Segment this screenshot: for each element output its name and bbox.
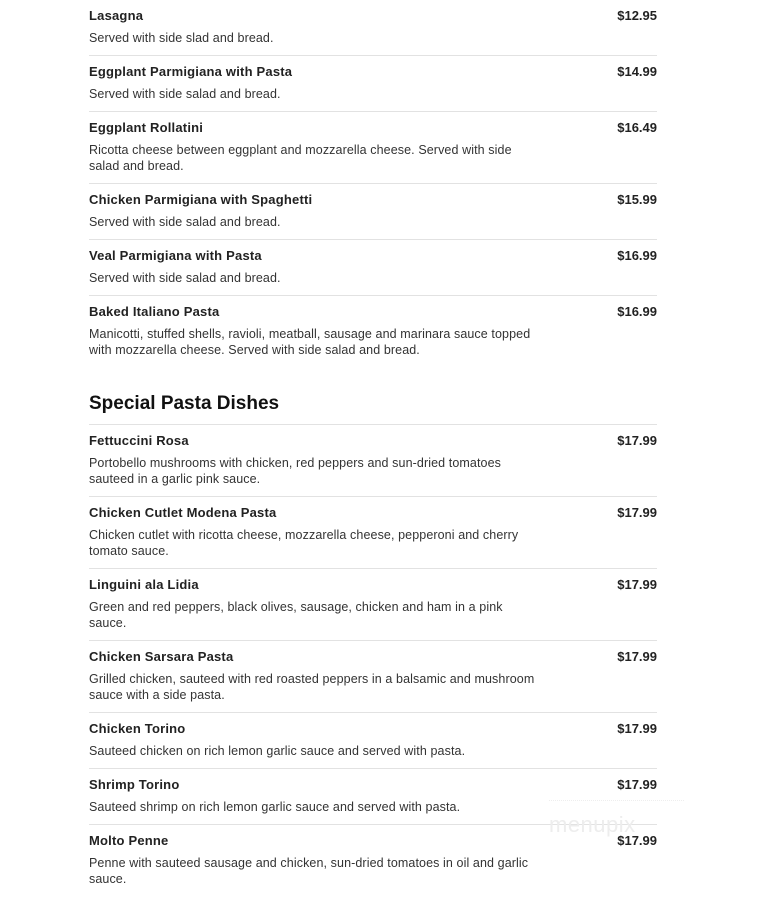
item-name: Lasagna bbox=[89, 8, 144, 23]
menu-item bbox=[89, 184, 657, 240]
item-price: $17.99 bbox=[617, 777, 657, 792]
item-name: Chicken Torino bbox=[89, 721, 186, 736]
menu-item bbox=[89, 0, 657, 56]
item-price: $14.99 bbox=[617, 64, 657, 79]
menu-item bbox=[89, 497, 657, 569]
menu-item bbox=[89, 56, 657, 112]
menu-item bbox=[89, 641, 657, 713]
item-price: $17.99 bbox=[617, 577, 657, 592]
item-name: Shrimp Torino bbox=[89, 777, 180, 792]
menu-item bbox=[89, 240, 657, 296]
item-name: Chicken Cutlet Modena Pasta bbox=[89, 505, 277, 520]
section-title: Special Pasta Dishes bbox=[89, 367, 657, 425]
item-name: Baked Italiano Pasta bbox=[89, 304, 220, 319]
item-name: Linguini ala Lidia bbox=[89, 577, 199, 592]
item-description: Portobello mushrooms with chicken, red peppers and sun-dried tomatoes sauteed in a garlic pink sauce. bbox=[89, 456, 501, 486]
item-description: Manicotti, stuffed shells, ravioli, meatball, sausage and marinara sauce topped with mozzarella cheese. Served with side salad and bread. bbox=[89, 327, 531, 357]
item-description: Served with side salad and bread. bbox=[89, 87, 281, 101]
menu-item bbox=[89, 713, 657, 769]
item-description: Ricotta cheese between eggplant and mozzarella cheese. Served with side salad and bread. bbox=[89, 143, 512, 173]
item-name: Molto Penne bbox=[89, 833, 169, 848]
item-price: $17.99 bbox=[617, 649, 657, 664]
item-price: $15.99 bbox=[617, 192, 657, 207]
item-description: Grilled chicken, sauteed with red roasted peppers in a balsamic and mushroom sauce with a side pasta. bbox=[89, 672, 535, 702]
item-name: Chicken Sarsara Pasta bbox=[89, 649, 234, 664]
item-price: $16.99 bbox=[617, 248, 657, 263]
item-name: Veal Parmigiana with Pasta bbox=[89, 248, 262, 263]
item-description: Chicken cutlet with ricotta cheese, mozzarella cheese, pepperoni and cherry tomato sauce. bbox=[89, 528, 519, 558]
watermark-divider bbox=[549, 800, 684, 801]
item-description: Served with side salad and bread. bbox=[89, 215, 281, 229]
menu-item bbox=[89, 425, 657, 497]
item-description: Green and red peppers, black olives, sausage, chicken and ham in a pink sauce. bbox=[89, 600, 503, 630]
item-price: $12.95 bbox=[617, 8, 657, 23]
item-name: Chicken Parmigiana with Spaghetti bbox=[89, 192, 313, 207]
item-description: Served with side slad and bread. bbox=[89, 31, 274, 45]
item-name: Eggplant Parmigiana with Pasta bbox=[89, 64, 293, 79]
item-price: $16.99 bbox=[617, 304, 657, 319]
item-description: Sauteed shrimp on rich lemon garlic sauce and served with pasta. bbox=[89, 800, 461, 814]
item-name: Eggplant Rollatini bbox=[89, 120, 204, 135]
menu bbox=[89, 0, 657, 896]
item-name: Fettuccini Rosa bbox=[89, 433, 189, 448]
menu-section-pasta bbox=[89, 0, 657, 367]
menu-item bbox=[89, 296, 657, 367]
item-price: $16.49 bbox=[617, 120, 657, 135]
item-description: Sauteed chicken on rich lemon garlic sauce and served with pasta. bbox=[89, 744, 466, 758]
item-price: $17.99 bbox=[617, 721, 657, 736]
item-price: $17.99 bbox=[617, 833, 657, 848]
menu-item bbox=[89, 112, 657, 184]
item-description: Served with side salad and bread. bbox=[89, 271, 281, 285]
menu-item bbox=[89, 569, 657, 641]
item-price: $17.99 bbox=[617, 433, 657, 448]
item-description: Penne with sauteed sausage and chicken, sun-dried tomatoes in oil and garlic sauce. bbox=[89, 856, 529, 886]
menupix-watermark: menupix bbox=[549, 812, 636, 837]
item-price: $17.99 bbox=[617, 505, 657, 520]
